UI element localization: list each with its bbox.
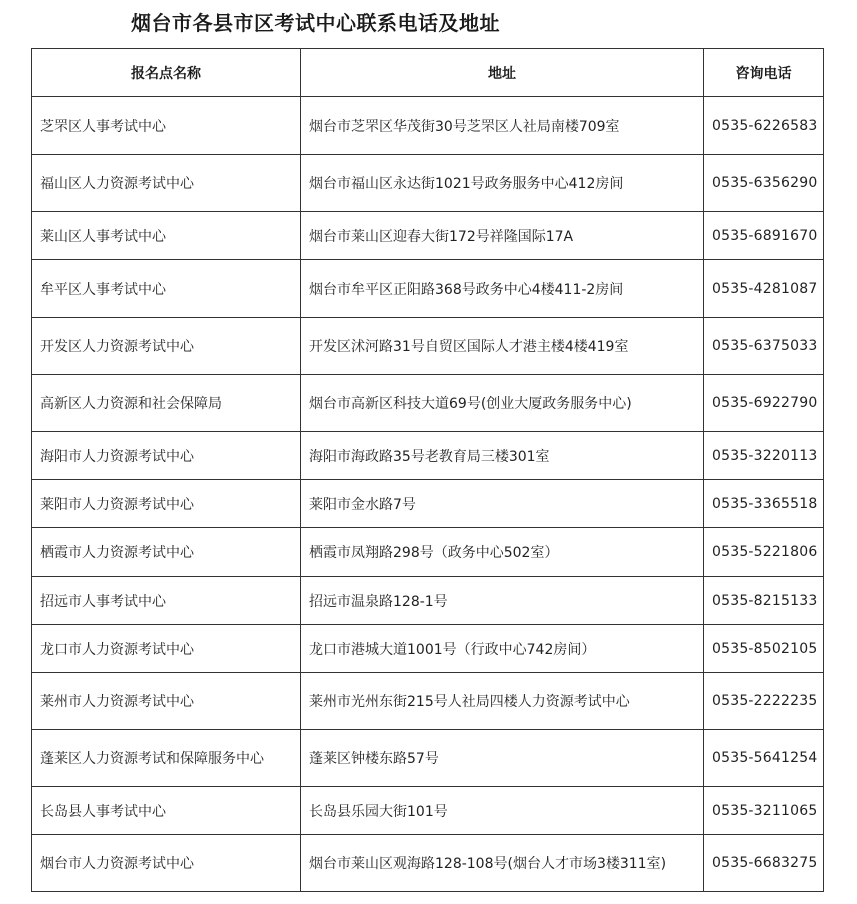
cell-phone: 0535-6683275 [704,835,824,892]
table-row [32,835,824,892]
table-row [32,577,824,625]
cell-phone: 0535-3365518 [704,480,824,528]
cell-address: 烟台市莱山区迎春大街172号祥隆国际17A [301,212,704,260]
table-row [32,97,824,155]
cell-office-name: 莱山区人事考试中心 [32,212,301,260]
cell-address: 栖霞市凤翔路298号（政务中心502室） [301,528,704,577]
cell-office-name: 牟平区人事考试中心 [32,260,301,318]
table-row [32,528,824,577]
table-row [32,260,824,318]
cell-office-name: 海阳市人力资源考试中心 [32,432,301,480]
cell-office-name: 烟台市人力资源考试中心 [32,835,301,892]
cell-office-name: 龙口市人力资源考试中心 [32,625,301,673]
column-header-address: 地址 [301,49,704,97]
cell-address: 蓬莱区钟楼东路57号 [301,730,704,787]
cell-address: 龙口市港城大道1001号（行政中心742房间） [301,625,704,673]
cell-address: 烟台市牟平区正阳路368号政务中心4楼411-2房间 [301,260,704,318]
cell-phone: 0535-4281087 [704,260,824,318]
cell-address: 开发区沭河路31号自贸区国际人才港主楼4楼419室 [301,318,704,375]
cell-phone: 0535-3220113 [704,432,824,480]
cell-phone: 0535-6375033 [704,318,824,375]
cell-address: 烟台市莱山区观海路128-108号(烟台人才市场3楼311室) [301,835,704,892]
table-row [32,480,824,528]
cell-phone: 0535-5221806 [704,528,824,577]
table-row [32,625,824,673]
cell-phone: 0535-8215133 [704,577,824,625]
column-header-name: 报名点名称 [32,49,301,97]
cell-phone: 0535-8502105 [704,625,824,673]
table-header-row [32,49,824,97]
cell-address: 烟台市芝罘区华茂街30号芝罘区人社局南楼709室 [301,97,704,155]
cell-phone: 0535-6356290 [704,155,824,212]
cell-phone: 0535-2222235 [704,673,824,730]
cell-office-name: 福山区人力资源考试中心 [32,155,301,212]
cell-address: 海阳市海政路35号老教育局三楼301室 [301,432,704,480]
cell-address: 长岛县乐园大街101号 [301,787,704,835]
cell-office-name: 招远市人事考试中心 [32,577,301,625]
page-title: 烟台市各县市区考试中心联系电话及地址 [131,11,500,35]
cell-address: 莱阳市金水路7号 [301,480,704,528]
table-row [32,212,824,260]
table-row [32,318,824,375]
table-row [32,375,824,432]
cell-phone: 0535-6891670 [704,212,824,260]
cell-address: 莱州市光州东街215号人社局四楼人力资源考试中心 [301,673,704,730]
cell-office-name: 长岛县人事考试中心 [32,787,301,835]
cell-phone: 0535-6226583 [704,97,824,155]
cell-address: 烟台市福山区永达街1021号政务服务中心412房间 [301,155,704,212]
table-row [32,673,824,730]
table-row [32,155,824,212]
cell-phone: 0535-3211065 [704,787,824,835]
cell-phone: 0535-5641254 [704,730,824,787]
contacts-table [31,48,824,892]
cell-office-name: 高新区人力资源和社会保障局 [32,375,301,432]
table-row [32,787,824,835]
cell-office-name: 芝罘区人事考试中心 [32,97,301,155]
cell-office-name: 莱州市人力资源考试中心 [32,673,301,730]
cell-address: 烟台市高新区科技大道69号(创业大厦政务服务中心) [301,375,704,432]
cell-office-name: 开发区人力资源考试中心 [32,318,301,375]
cell-phone: 0535-6922790 [704,375,824,432]
cell-address: 招远市温泉路128-1号 [301,577,704,625]
table-row [32,432,824,480]
cell-office-name: 莱阳市人力资源考试中心 [32,480,301,528]
cell-office-name: 蓬莱区人力资源考试和保障服务中心 [32,730,301,787]
cell-office-name: 栖霞市人力资源考试中心 [32,528,301,577]
column-header-phone: 咨询电话 [704,49,824,97]
table-row [32,730,824,787]
